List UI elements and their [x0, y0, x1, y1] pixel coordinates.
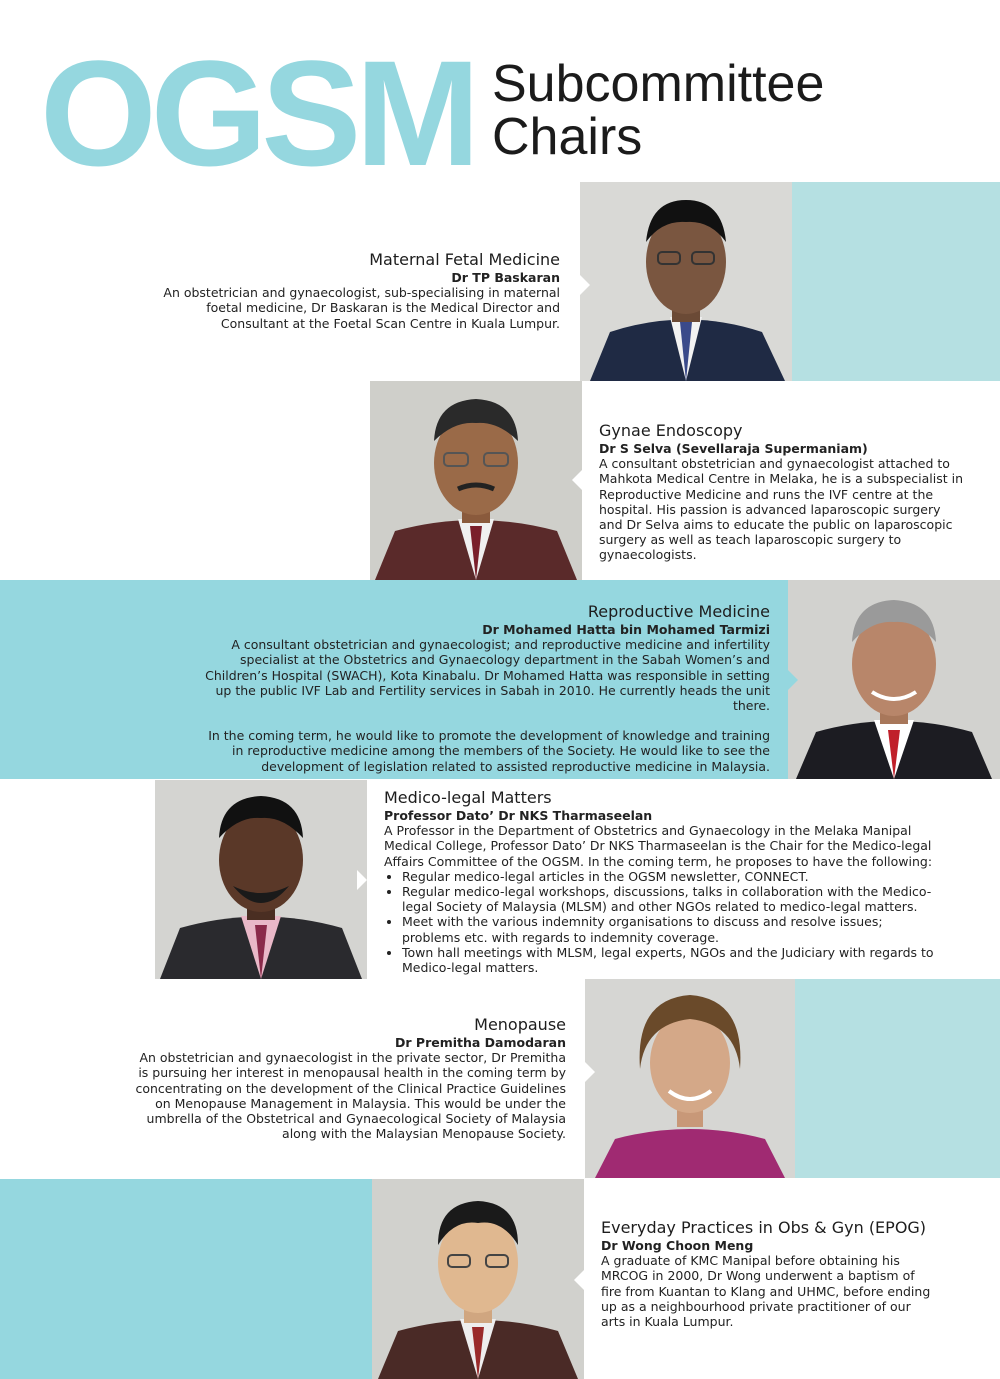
committee-title: Medico-legal Matters	[384, 788, 552, 807]
pointer-arrow	[574, 1270, 584, 1290]
member-name: Dr Premitha Damodaran	[395, 1035, 566, 1050]
member-bio: A Professor in the Department of Obstetrics and Gynaecology in the Melaka Manipal Medical College, Professor Dato’ Dr NKS Tharmaseelan is the Chair for the Medico-legal Affairs Committee of the OGSM. In the coming term, he proposes to have the following:	[384, 823, 933, 869]
member-card-maternal	[150, 250, 560, 331]
pointer-arrow	[788, 670, 798, 690]
committee-title: Gynae Endoscopy	[599, 421, 743, 440]
list-item: • Regular medico-legal articles in the OGSM newsletter, CONNECT.	[402, 869, 944, 884]
member-card-medicolegal	[384, 788, 944, 975]
member-bio: A graduate of KMC Manipal before obtaining his MRCOG in 2000, Dr Wong underwent a baptism of fire from Kuantan to Klang and UHMC, before ending up as a neighbourhood private practitioner of our arts in Kuala Lumpur.	[601, 1253, 931, 1330]
pointer-arrow	[357, 870, 367, 890]
member-name: Dr TP Baskaran	[451, 270, 560, 285]
committee-title: Reproductive Medicine	[587, 602, 770, 621]
committee-title: Menopause	[474, 1015, 566, 1034]
page-title	[492, 55, 825, 166]
member-name: Dr Mohamed Hatta bin Mohamed Tarmizi	[482, 622, 770, 637]
accent-band	[0, 1179, 372, 1379]
page-title-line1: Subcommittee	[492, 55, 825, 113]
list-item: • Meet with the various indemnity organisations to discuss and resolve issues; problems etc. with regards to indemnity coverage.	[402, 914, 944, 944]
pointer-arrow	[585, 1062, 595, 1082]
list-item: • Regular medico-legal workshops, discussions, talks in collaboration with the Medico-legal Society of Malaysia (MLSM) and other NGOs related to medico-legal matters.	[402, 884, 944, 914]
member-card-endoscopy	[599, 421, 964, 563]
member-name: Professor Dato’ Dr NKS Tharmaseelan	[384, 808, 653, 823]
member-name: Dr S Selva (Sevellaraja Supermaniam)	[599, 441, 868, 456]
pointer-arrow	[580, 275, 590, 295]
committee-title: Maternal Fetal Medicine	[369, 250, 560, 269]
member-name: Dr Wong Choon Meng	[601, 1238, 754, 1253]
member-photo-baskaran	[580, 182, 792, 381]
accent-band	[795, 979, 1000, 1178]
member-photo-premitha	[585, 979, 795, 1178]
ogsm-logo: OGSM	[40, 29, 475, 197]
member-photo-hatta	[788, 580, 1000, 779]
member-bio: An obstetrician and gynaecologist in the private sector, Dr Premitha is pursuing her interest in menopausal health in the coming term by concentrating on the development of the Clinical Practice Guidelines on Menopause Management in Malaysia. This would be under the umbrella of the Obstetrical and Gynaecological Society of Malaysia along with the Malaysian Menopause Society.	[135, 1050, 566, 1142]
member-card-reproductive	[200, 602, 770, 774]
member-bio-extra: In the coming term, he would like to promote the development of knowledge and training in reproductive medicine among the members of the Society. He would like to see the development of legislation related to assisted reproductive medicine in Malaysia.	[208, 728, 770, 774]
member-photo-wong	[372, 1179, 584, 1379]
member-bio: An obstetrician and gynaecologist, sub-specialising in maternal foetal medicine, Dr Baskaran is the Medical Director and Consultant at the Foetal Scan Centre in Kuala Lumpur.	[163, 285, 560, 331]
committee-title: Everyday Practices in Obs & Gyn (EPOG)	[601, 1218, 927, 1237]
proposal-list	[384, 869, 944, 975]
member-photo-tharmaseelan	[155, 780, 367, 979]
member-photo-selva	[370, 381, 582, 580]
member-card-epog	[601, 1218, 931, 1329]
member-bio: A consultant obstetrician and gynaecologist attached to Mahkota Medical Centre in Melaka, he is a subspecialist in Reproductive Medicine and runs the IVF centre at the hospital. His passion is advanced laparoscopic surgery and Dr Selva aims to educate the public on laparoscopic surgery as well as teach laparoscopic surgery to gynaecologists.	[599, 456, 963, 563]
page-title-line2: Chairs	[492, 108, 643, 166]
member-bio: A consultant obstetrician and gynaecologist; and reproductive medicine and infertility specialist at the Obstetrics and Gynaecology department in the Sabah Women’s and Children’s Hospital (SWACH), Kota Kinabalu. Dr Mohamed Hatta was responsible in setting up the public IVF Lab and Fertility services in Sabah in 2010. He currently heads the unit there.	[205, 637, 770, 714]
pointer-arrow	[572, 470, 582, 490]
member-card-menopause	[130, 1015, 566, 1141]
accent-band	[792, 182, 1000, 381]
list-item: • Town hall meetings with MLSM, legal experts, NGOs and the Judiciary with regards to Medico-legal matters.	[402, 945, 944, 975]
